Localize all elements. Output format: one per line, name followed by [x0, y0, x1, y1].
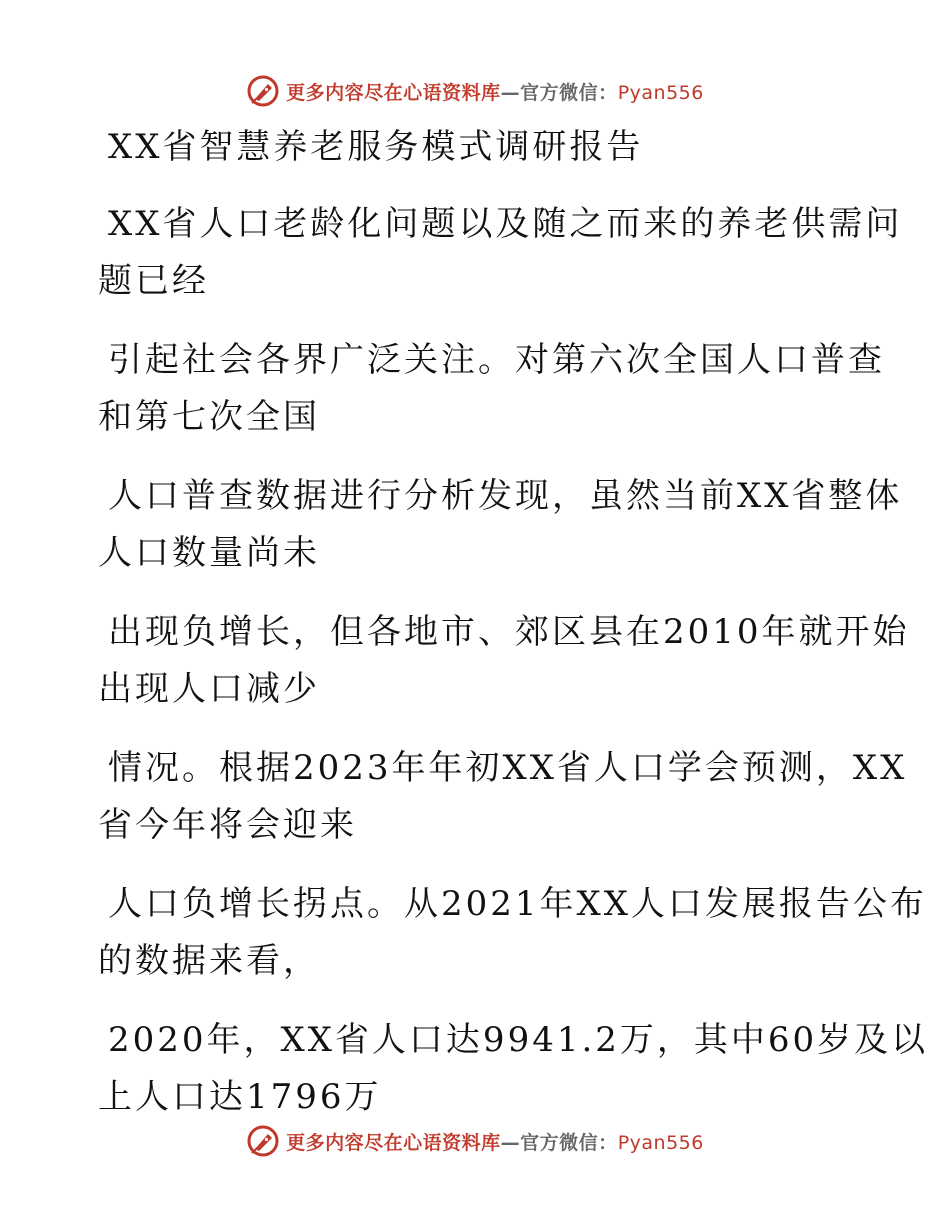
- paragraph-line: 出现负增长，但各地市、郊区县在2010年就开始: [108, 612, 910, 652]
- paragraph: [98, 604, 910, 718]
- paragraph-line: 人口负增长拐点。从2021年XX人口发展报告公布: [108, 884, 927, 924]
- header-banner-text: [286, 78, 704, 105]
- pen-nib-logo-icon: [246, 1124, 280, 1158]
- paragraph: [98, 468, 903, 582]
- footer-wechat-label: 官方微信：: [520, 1131, 618, 1154]
- paragraph: [98, 740, 908, 854]
- footer-banner: [0, 1121, 950, 1161]
- header-banner: [0, 71, 950, 111]
- document-title-text: XX省智慧养老服务模式调研报告: [108, 127, 644, 167]
- header-wechat-label: 官方微信：: [520, 81, 618, 104]
- paragraph-line: 人口普查数据进行分析发现，虽然当前XX省整体: [108, 476, 903, 516]
- pen-nib-logo-icon: [246, 74, 280, 108]
- paragraph-line: 情况。根据2023年年初XX省人口学会预测，XX: [108, 748, 908, 788]
- footer-separator: —: [500, 1131, 521, 1154]
- paragraph-line: 和第七次全国: [98, 397, 320, 437]
- paragraph-line: 上人口达1796万: [98, 1077, 382, 1117]
- paragraph-line: 2020年，XX省人口达9941.2万，其中60岁及以: [108, 1020, 929, 1060]
- paragraph-line: 人口数量尚未: [98, 533, 320, 573]
- footer-promo-text: 更多内容尽在心语资料库: [286, 1131, 501, 1154]
- paragraph-line: 引起社会各界广泛关注。对第六次全国人口普查: [108, 340, 885, 380]
- paragraph-line: XX省人口老龄化问题以及随之而来的养老供需问: [108, 204, 903, 244]
- paragraph: [98, 876, 927, 990]
- paragraph: [98, 332, 885, 446]
- paragraph-line: 的数据来看，: [98, 941, 320, 981]
- header-separator: —: [500, 81, 521, 104]
- paragraph: [98, 1012, 929, 1126]
- document-body: [98, 119, 929, 1126]
- footer-wechat-account: Pyan556: [617, 1131, 704, 1154]
- header-wechat-account: Pyan556: [617, 81, 704, 104]
- header-promo-text: 更多内容尽在心语资料库: [286, 81, 501, 104]
- paragraph-line: 题已经: [98, 261, 209, 301]
- paragraph-line: 省今年将会迎来: [98, 805, 357, 845]
- paragraph-line: 出现人口减少: [98, 669, 320, 709]
- footer-banner-text: [286, 1128, 704, 1155]
- document-title: [98, 119, 858, 176]
- paragraph: [98, 196, 903, 310]
